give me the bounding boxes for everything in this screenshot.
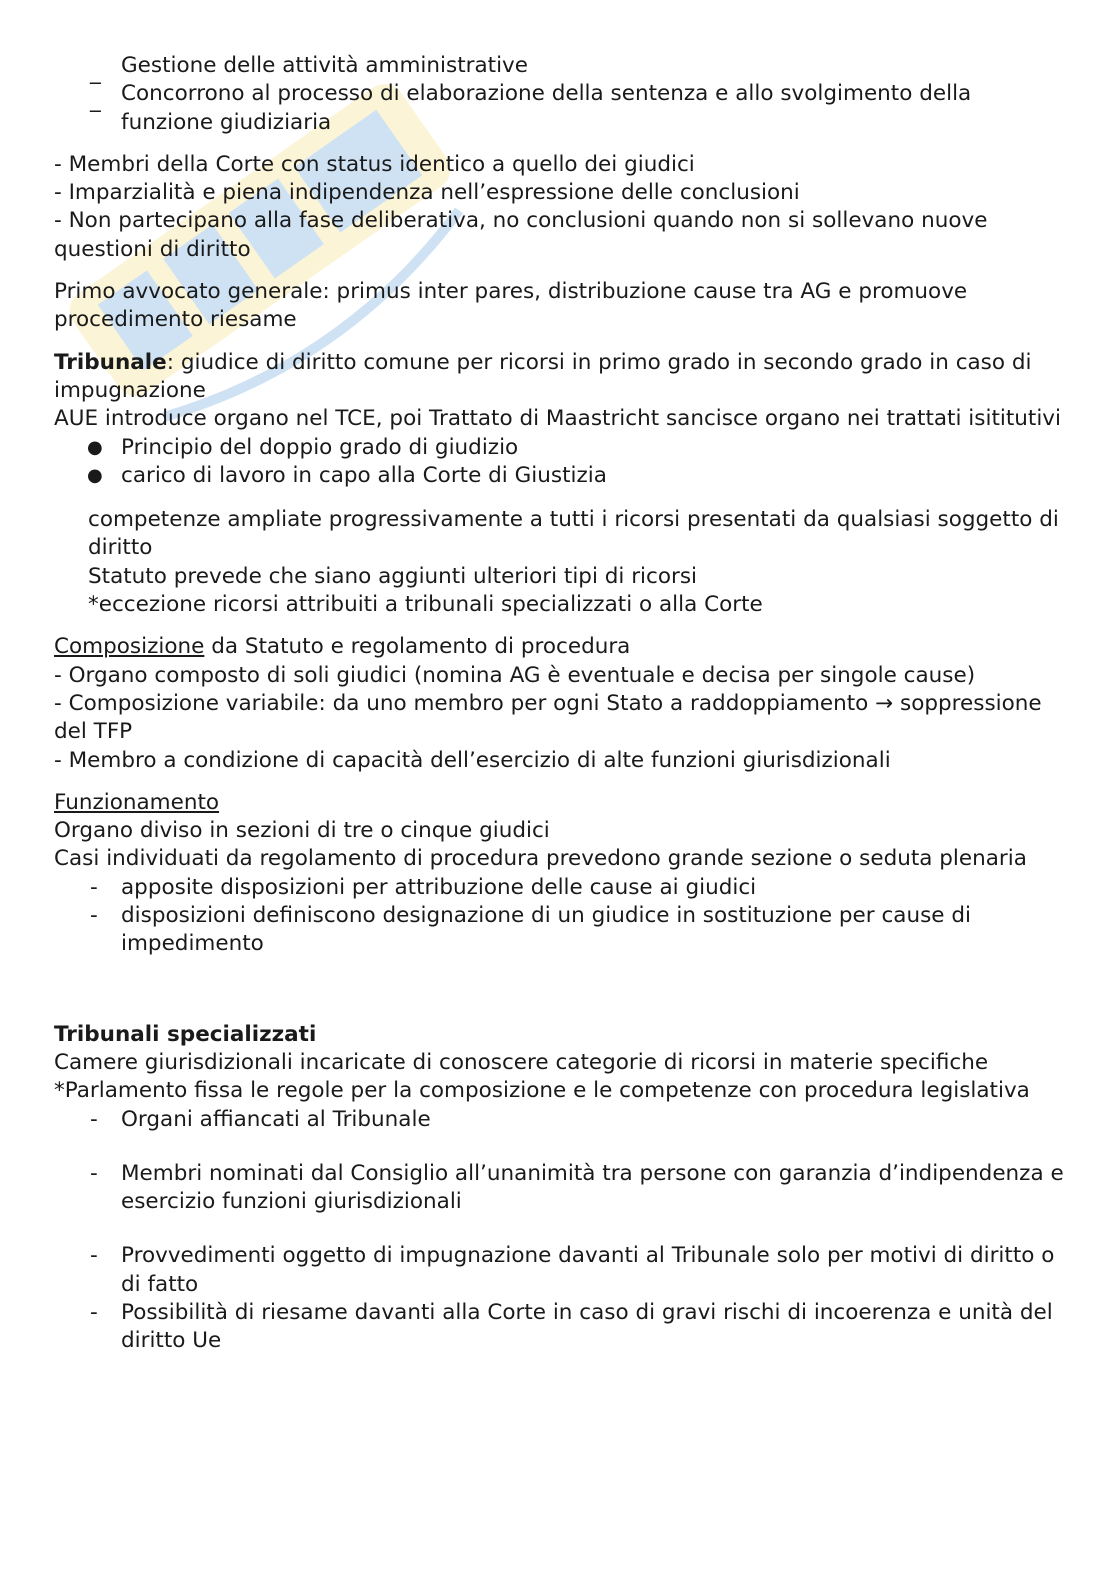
dash-marker: - [90,903,98,929]
competenze-block [54,506,1064,619]
text-line: - Imparzialità e piena indipendenza nell’espressione delle conclusioni [54,180,800,206]
tribunale-section [54,349,1064,434]
tribunale-history: AUE introduce organo nel TCE, poi Trattato di Maastricht sancisce organo nei trattati isititutivi [54,406,1062,432]
composizione-section [54,633,1064,774]
bullet-marker: ● [87,436,103,458]
list-item: - Possibilità di riesame davanti alla Corte in caso di gravi rischi di incoerenza e unità del diritto Ue [90,1299,1053,1354]
tribunale-bullet-list [54,434,1064,491]
dash-marker: _ [90,88,101,114]
list-item: - apposite disposizioni per attribuzione delle cause ai giudici [54,874,1064,902]
text-line: *Parlamento fissa le regole per la composizione e le competenze con procedura legislativa [54,1078,1030,1104]
list-item: - disposizioni definiscono designazione di un giudice in sostituzione per cause di impedimento [90,903,971,957]
document-page [54,52,1064,1356]
text-line: - Organo composto di soli giudici (nomina AG è eventuale e decisa per singole cause) [54,662,976,688]
specializzati-dash-list [54,1106,1064,1356]
text-line: - Non partecipano alla fase deliberativa, no conclusioni quando non si sollevano nuove questioni di diritto [54,208,988,262]
funzionamento-heading-line [54,789,1064,817]
bullet-marker: ● [87,464,103,486]
funzionamento-section [54,789,1064,874]
composizione-heading: Composizione [54,634,205,660]
list-item: _ Concorrono al processo di elaborazione della sentenza e allo svolgimento della funzione giudiziaria [90,81,972,135]
list-item: - Provvedimenti oggetto di impugnazione davanti al Tribunale solo per motivi di diritto o di fatto [90,1243,1055,1297]
list-item: - Organi affiancati al Tribunale [54,1106,1064,1134]
tribunale-definition: Tribunale: giudice di diritto comune per ricorsi in primo grado in secondo grado in caso di impugnazione [54,349,1032,403]
list-item: _ Gestione delle attività amministrative [54,52,1064,80]
list-item: ● carico di lavoro in capo alla Corte di Giustizia [54,462,1064,490]
dash-marker: - [90,1106,98,1132]
text-line: - Membri della Corte con status identico a quello dei giudici [54,151,695,177]
dash-marker: - [90,874,98,900]
primo-avvocato-paragraph: Primo avvocato generale: primus inter pares, distribuzione cause tra AG e promuove procedimento riesame [54,279,968,333]
text-line: *eccezione ricorsi attribuiti a tribunali specializzati o alla Corte [88,592,763,618]
dash-marker: - [90,1243,98,1269]
text-line: competenze ampliate progressivamente a tutti i ricorsi presentati da qualsiasi soggetto di diritto [88,507,1059,561]
list-item: - Membri nominati dal Consiglio all’unanimità tra persone con garanzia d’indipendenza e esercizio funzioni giurisdizionali [90,1160,1064,1215]
composizione-heading-line: Composizione da Statuto e regolamento di procedura [54,634,631,660]
text-line: Statuto prevede che siano aggiunti ulteriori tipi di ricorsi [88,563,698,589]
dash-marker: - [90,1160,98,1186]
text-line: Casi individuati da regolamento di procedura prevedono grande sezione o seduta plenaria [54,846,1027,872]
text-line: Organo diviso in sezioni di tre o cinque giudici [54,818,550,844]
specializzati-heading: Tribunali specializzati [54,1021,317,1047]
funzionamento-heading: Funzionamento [54,789,220,815]
specializzati-section [54,1021,1064,1106]
tribunale-term: Tribunale [54,349,167,375]
text-line: Camere giurisdizionali incaricate di conoscere categorie di ricorsi in materie specifiche [54,1049,989,1075]
text-line: - Membro a condizione di capacità dell’esercizio di alte funzioni giurisdizionali [54,747,891,773]
text-line: - Composizione variabile: da uno membro per ogni Stato a raddoppiamento → soppressione del TFP [54,690,1042,745]
dash-marker: - [90,1299,98,1325]
funzionamento-dash-list [54,874,1064,959]
ag-points [54,151,1064,264]
top-dash-list [54,52,1064,137]
dash-marker: _ [90,60,101,85]
specializzati-heading-line [54,1021,1064,1049]
list-item: ● Principio del doppio grado di giudizio [54,434,1064,462]
